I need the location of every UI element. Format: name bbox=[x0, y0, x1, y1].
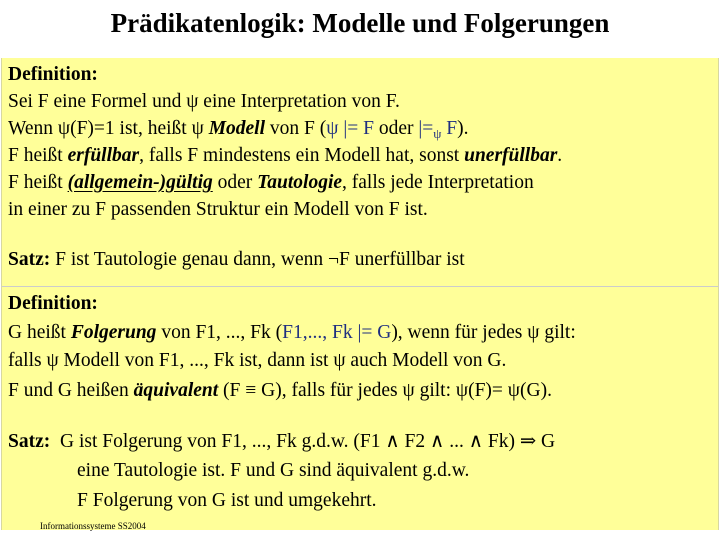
psi-symbol: ψ bbox=[326, 118, 339, 139]
equivalence-symbol: ≡ bbox=[245, 380, 257, 401]
definition-panel-models bbox=[1, 58, 719, 288]
theorem-line: Satz: F ist Tautologie genau dann, wenn ¬F unerfüllbar ist bbox=[8, 249, 465, 270]
psi-symbol: ψ bbox=[527, 322, 540, 343]
theorem-label: Satz: bbox=[8, 431, 51, 452]
psi-symbol: ψ bbox=[57, 118, 71, 139]
consequence-notation: F1,..., Fk |= G bbox=[282, 322, 392, 343]
psi-symbol: ψ bbox=[186, 91, 199, 112]
definition-heading: Definition: bbox=[8, 64, 98, 85]
theorem-label: Satz: bbox=[8, 249, 51, 270]
definition-panel-consequence bbox=[1, 287, 719, 530]
definition-heading: Definition: bbox=[8, 293, 98, 314]
text-line: falls ψ Modell von F1, ..., Fk ist, dann ist ψ auch Modell von G. bbox=[8, 350, 507, 371]
term-allgemeingueltig: (allgemein-)gültig bbox=[67, 172, 213, 193]
psi-symbol: ψ bbox=[333, 350, 346, 371]
term-folgerung: Folgerung bbox=[70, 322, 157, 343]
models-notation: |= bbox=[418, 118, 434, 139]
term-unerfuellbar: unerfüllbar bbox=[464, 145, 558, 166]
implies-symbol: ⇒ bbox=[519, 431, 537, 452]
text-line: F heißt erfüllbar, falls F mindestens ein Modell hat, sonst unerfüllbar. bbox=[8, 145, 563, 166]
psi-symbol: ψ bbox=[507, 380, 521, 401]
term-modell: Modell bbox=[203, 118, 266, 139]
text-line: Sei F eine Formel und ψ eine Interpretation von F. bbox=[8, 91, 400, 112]
models-notation: |= F bbox=[338, 118, 374, 139]
term-tautologie: Tautologie bbox=[257, 172, 343, 193]
term-erfuellbar: erfüllbar bbox=[67, 145, 140, 166]
footer-label: Informationssysteme SS2004 bbox=[40, 521, 146, 531]
theorem-line: eine Tautologie ist. F und G sind äquivalent g.d.w. bbox=[77, 460, 470, 481]
and-symbol: ∧ bbox=[468, 431, 483, 452]
psi-symbol: ψ bbox=[191, 118, 204, 139]
psi-subscript: ψ bbox=[433, 126, 442, 141]
page-title: Prädikatenlogik: Modelle und Folgerungen bbox=[110, 8, 610, 38]
text-line: in einer zu F passenden Struktur ein Modell von F ist. bbox=[8, 199, 428, 220]
psi-symbol: ψ bbox=[46, 350, 59, 371]
psi-symbol: ψ bbox=[455, 380, 469, 401]
negation-symbol: ¬ bbox=[327, 249, 339, 270]
psi-symbol: ψ bbox=[402, 380, 415, 401]
term-aequivalent: äquivalent bbox=[133, 380, 219, 401]
and-symbol: ∧ bbox=[430, 431, 445, 452]
text-line: G heißt Folgerung von F1, ..., Fk (F1,..., Fk |= G), wenn für jedes ψ gilt: bbox=[8, 322, 576, 343]
text-line: F und G heißen äquivalent (F ≡ G), falls für jedes ψ gilt: ψ(F)= ψ(G). bbox=[8, 380, 552, 401]
text-line: Wenn ψ(F)=1 ist, heißt ψ Modell von F (ψ |= F oder $|=_\psi$ F). bbox=[8, 118, 469, 141]
theorem-line: Satz: G ist Folgerung von F1, ..., Fk g.d.w. (F1 ∧ F2 ∧ ... ∧ Fk) ⇒ G bbox=[8, 431, 556, 452]
theorem-line: F Folgerung von G ist und umgekehrt. bbox=[77, 490, 377, 511]
and-symbol: ∧ bbox=[385, 431, 400, 452]
text-line: F heißt (allgemein-)gültig oder Tautologie, falls jede Interpretation bbox=[8, 172, 534, 193]
